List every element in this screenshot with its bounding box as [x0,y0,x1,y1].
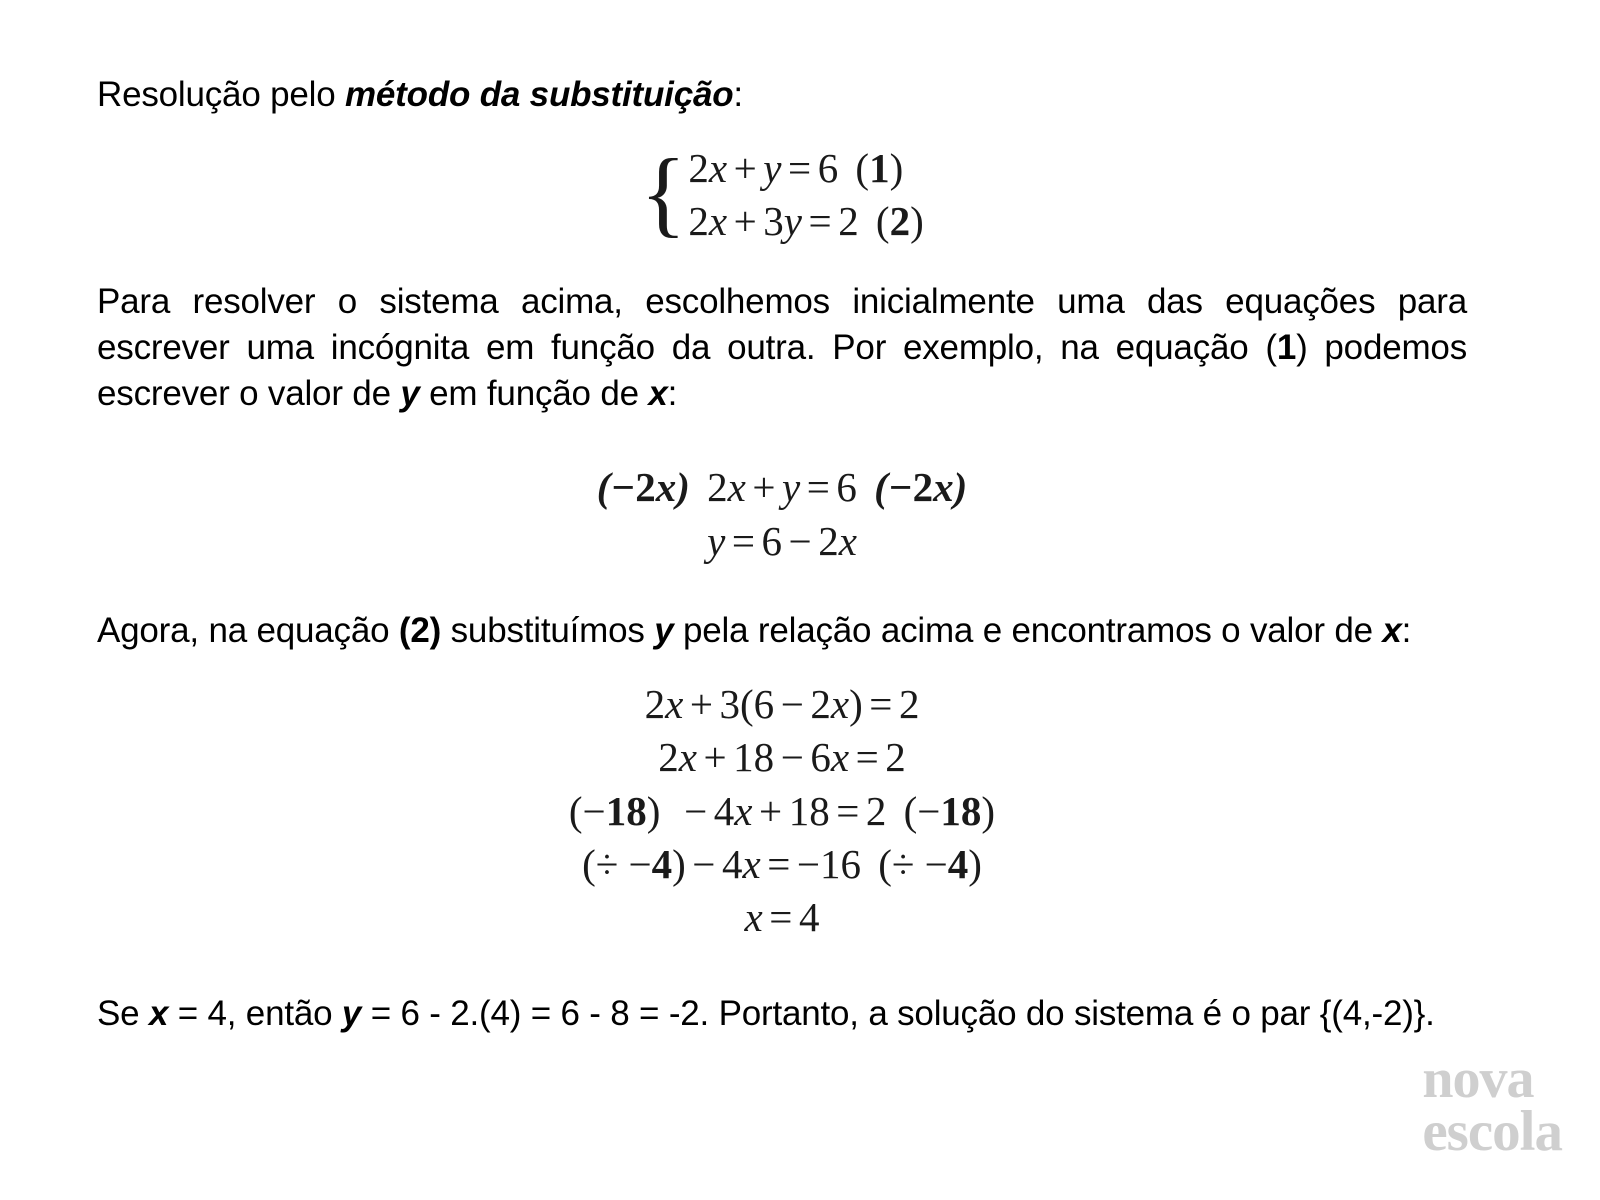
left-annotation-open: (− [568,787,606,834]
spacer [97,118,1467,142]
solution-value: 4 [798,894,820,941]
right-hand-side: 2 [865,787,887,834]
spacer [97,654,1467,678]
left-annotation-number: 18 [605,787,647,834]
left-annotation-close: ) [646,787,661,834]
paragraph-explanation-2 [97,608,1467,654]
variable-x: x [1382,610,1402,650]
plus-operator: + [759,787,783,834]
coefficient: 2 [658,734,679,781]
right-annotation-variable: x [933,464,954,511]
equation-label-number: 2 [889,198,911,245]
equals-operator: = [788,145,812,192]
paragraph-text: = 4, então [168,993,342,1033]
coefficient: 3 [719,681,740,728]
equation-isolate-y-step-1 [97,461,1467,514]
right-annotation-number: 18 [940,787,982,834]
paragraph-text: Agora, na equação [97,610,399,650]
equation-solution-x [97,891,1467,944]
coefficient: 2 [810,681,831,728]
equals-operator: = [836,787,860,834]
minus-operator: − [692,841,716,888]
paragraph-text: pela relação acima e encontramos o valor de [673,610,1383,650]
variable-x: x [734,787,753,834]
variable-x: x [678,734,697,781]
spacer [97,417,1467,461]
heading-suffix: : [733,75,743,114]
equation-system-1 [97,139,1467,249]
spacer [97,945,1467,991]
right-hand-side: −16 [796,841,862,888]
variable-y: y [707,517,726,564]
equation-reference-1: 1 [1276,327,1297,367]
left-annotation-close: ) [672,841,686,888]
variable-y: y [400,374,420,414]
variable-x: x [838,517,857,564]
coefficient: 2 [688,145,709,192]
paragraph-text: ) podemos escrever o valor de [97,327,1467,414]
nova-escola-logo [1422,1048,1562,1163]
paragraph-text: : [1401,610,1412,650]
constant: 6 [753,681,775,728]
paragraph-text: Se [97,993,149,1033]
right-annotation-number: 4 [947,841,969,888]
minus-operator: − [780,734,804,781]
coefficient: 2 [818,517,839,564]
equation-system-rows [688,142,923,249]
right-annotation-number: 2 [912,464,934,511]
variable-y: y [341,993,362,1033]
variable-y: y [782,464,801,511]
variable-y: y [654,610,674,650]
equation-label-number: 1 [869,145,890,192]
heading-emphasis: método da substituição [345,75,734,114]
variable-y: y [763,145,782,192]
heading-prefix: Resolução pelo [97,75,345,114]
paragraph-text: substituímos [441,610,655,650]
variable-x: x [648,374,668,414]
minus-operator: − [788,517,812,564]
left-annotation-open: (− [596,464,636,511]
plus-operator: + [733,145,757,192]
variable-x: x [708,198,728,245]
variable-y: y [783,198,802,245]
right-hand-side: 6 [836,464,857,511]
left-annotation-variable: x [655,464,677,511]
variable-x: x [727,464,746,511]
constant: 18 [733,734,775,781]
equation-distributed [97,731,1467,784]
coefficient: 4 [713,787,735,834]
spacer [97,249,1467,279]
equation-divide-minus-4 [97,838,1467,891]
minus-operator: − [684,787,708,834]
label-open-paren: ( [875,198,890,245]
paragraph-text: = 6 - 2.(4) = 6 - 8 = -2. Portanto, a solução do sistema é o par {(4,-2)}. [361,993,1435,1033]
plus-operator: + [752,464,776,511]
variable-x: x [665,681,684,728]
variable-x: x [744,894,763,941]
paragraph-text: em função de [419,374,649,414]
equation-substitute [97,678,1467,731]
equation-reference-2: (2) [398,610,442,650]
minus-operator: − [780,681,804,728]
right-annotation-close: ) [953,464,968,511]
right-annotation-open: (− [874,464,913,511]
right-hand-side: 2 [838,198,859,245]
variable-x: x [830,681,850,728]
right-annotation-open: (− [903,787,941,834]
coefficient: 2 [644,681,666,728]
slide-content [97,72,1467,1037]
variable-x: x [708,145,728,192]
spacer [97,568,1467,608]
right-hand-side: 2 [898,681,920,728]
equals-operator: = [767,841,791,888]
equation-2 [688,195,923,248]
equation-isolate-y-step-2 [97,515,1467,568]
plus-operator: + [689,681,713,728]
logo-line-escola: escola [1422,1099,1562,1163]
equals-operator: = [808,198,832,245]
logo-line-nova: nova [1422,1048,1534,1111]
paragraph-explanation-1 [97,279,1467,418]
coefficient: 2 [688,198,709,245]
right-hand-side: 6 [817,145,839,192]
variable-x: x [830,734,850,781]
equation-subtract-18 [97,785,1467,838]
equals-operator: = [869,681,893,728]
paragraph-conclusion [97,991,1467,1037]
curly-brace-icon: { [640,139,687,247]
paragraph-text: Para resolver o sistema acima, escolhemos inicialmente uma das equações para escrever uma incógnita em função da outra. Por exemplo, na equação ( [97,281,1467,367]
label-close-paren: ) [889,145,904,192]
label-close-paren: ) [910,198,924,245]
close-paren: ) [849,681,863,728]
coefficient: 6 [810,734,831,781]
coefficient: 2 [707,464,728,511]
left-annotation-close: ) [676,464,690,511]
equals-operator: = [855,734,879,781]
plus-operator: + [733,198,757,245]
plus-operator: + [703,734,727,781]
equals-operator: = [806,464,830,511]
constant: 6 [761,517,782,564]
coefficient: 4 [721,841,743,888]
paragraph-text: : [667,374,678,414]
heading-line [97,72,1467,118]
right-hand-side: 2 [885,734,906,781]
coefficient: 3 [763,198,784,245]
left-annotation-open: (÷ − [582,841,652,888]
variable-x: x [148,993,169,1033]
left-annotation-number: 2 [635,464,656,511]
right-annotation-close: ) [981,787,996,834]
variable-x: x [742,841,761,888]
constant: 18 [788,787,830,834]
right-annotation-close: ) [968,841,982,888]
label-open-paren: ( [855,145,870,192]
right-annotation-open: (÷ − [878,841,948,888]
equation-1 [688,142,923,195]
equals-operator: = [769,894,793,941]
left-annotation-number: 4 [651,841,673,888]
open-paren: ( [739,681,754,728]
equals-operator: = [731,517,755,564]
